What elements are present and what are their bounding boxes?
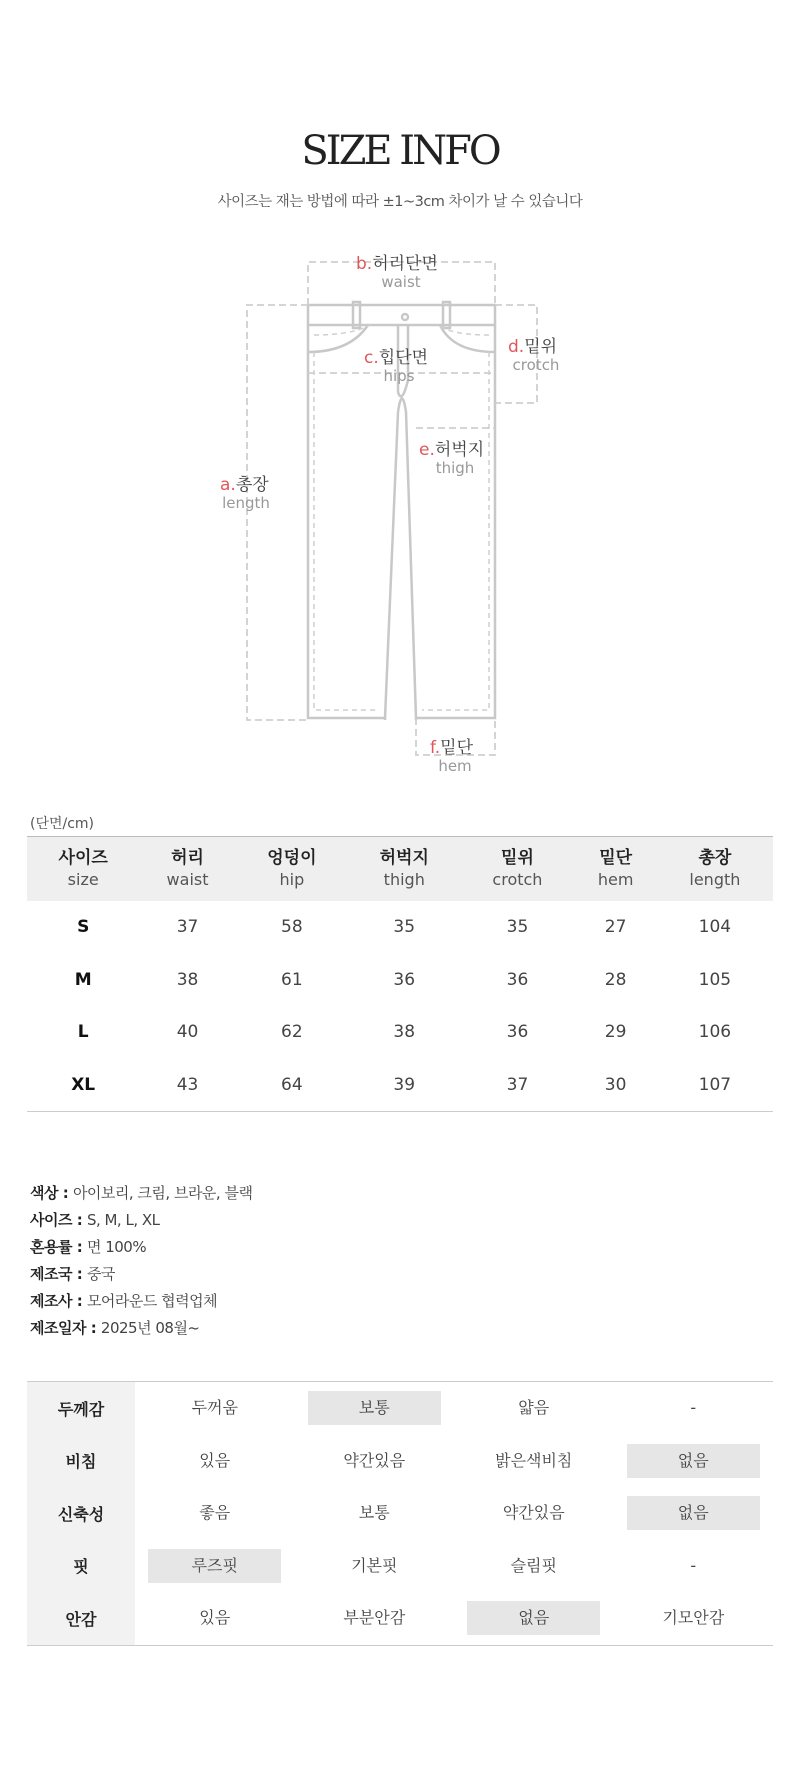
feel-option: 보통: [358, 1503, 390, 1523]
feel-row-label: 두께감: [27, 1382, 135, 1435]
feel-option-cell: [135, 1382, 295, 1435]
feel-option-cell: [295, 1435, 455, 1488]
info-color: 색상 : 아이보리, 크림, 브라운, 블랙: [30, 1184, 253, 1202]
table-cell: 36: [393, 969, 416, 990]
feel-option-cell: [135, 1592, 295, 1645]
table-cell: 36: [506, 1022, 529, 1043]
feel-option: 약간있음: [343, 1450, 406, 1470]
feel-option-cell: [295, 1540, 455, 1593]
feel-option-cell: [295, 1382, 455, 1435]
label-crotch-en: crotch: [512, 356, 560, 374]
feel-option: -: [690, 1398, 697, 1418]
feel-row-label: 핏: [27, 1540, 135, 1593]
feel-row: [27, 1435, 773, 1488]
table-cell: 37: [506, 1074, 529, 1095]
table-cell: 43: [176, 1074, 199, 1095]
table-cell: 35: [506, 917, 529, 938]
feel-row: [27, 1382, 773, 1435]
table-row: [27, 901, 773, 954]
feel-option: 좋음: [199, 1503, 231, 1523]
feel-option: 얇음: [518, 1398, 550, 1418]
pants-diagram: [0, 240, 800, 780]
feel-option-cell: [135, 1435, 295, 1488]
table-row: [27, 1059, 773, 1112]
feel-option-selected: 보통: [308, 1391, 441, 1425]
info-material: 혼용률 : 면 100%: [30, 1238, 147, 1256]
label-crotch: d.밑위: [508, 337, 558, 357]
info-size: 사이즈 : S, M, L, XL: [30, 1211, 160, 1229]
table-cell: 64: [281, 1074, 303, 1095]
feel-option: 슬림핏: [510, 1555, 557, 1575]
header-waist: 허리 waist: [139, 837, 235, 902]
feel-row-label: 비침: [27, 1435, 135, 1488]
feel-option-cell: [454, 1540, 614, 1593]
feel-option-selected: 루즈핏: [148, 1549, 281, 1583]
feel-option: -: [690, 1555, 697, 1575]
feel-row: [27, 1592, 773, 1645]
table-cell: 30: [604, 1074, 627, 1095]
feel-option: 있음: [199, 1450, 231, 1470]
label-hem: f.밑단: [430, 738, 474, 758]
table-cell: 38: [176, 969, 199, 990]
feel-option-cell: [614, 1487, 774, 1540]
feel-option: 약간있음: [502, 1503, 565, 1523]
page-subtitle: 사이즈는 재는 방법에 따라 ±1~3cm 차이가 날 수 있습니다: [217, 194, 583, 210]
feel-row: [27, 1487, 773, 1540]
table-cell: 29: [604, 1022, 627, 1043]
info-manufacturer: 제조사 : 모어라운드 협력업체: [30, 1292, 218, 1310]
fabric-feel-table: [27, 1381, 773, 1646]
table-cell: 107: [698, 1074, 732, 1095]
size-table-header: [27, 837, 773, 902]
feel-option: 부분안감: [343, 1608, 406, 1628]
feel-row-label: 신축성: [27, 1487, 135, 1540]
feel-row: [27, 1540, 773, 1593]
product-info: [30, 1180, 252, 1342]
table-cell: 105: [698, 969, 732, 990]
feel-option-cell: [614, 1540, 774, 1593]
feel-option: 밝은색비침: [495, 1450, 573, 1470]
header-hem: 밑단 hem: [574, 837, 656, 902]
feel-option: 두꺼움: [191, 1398, 238, 1418]
table-cell: S: [77, 917, 90, 938]
header-length: 총장 length: [657, 837, 773, 902]
label-length-en: length: [222, 494, 270, 512]
label-hem-en: hem: [438, 757, 472, 775]
feel-option-cell: [454, 1487, 614, 1540]
feel-option-cell: [614, 1592, 774, 1645]
table-cell: 38: [393, 1022, 416, 1043]
table-cell: 39: [393, 1074, 416, 1095]
size-table: [27, 836, 773, 1112]
feel-option: 있음: [199, 1608, 231, 1628]
table-cell: 61: [281, 969, 303, 990]
header-size: 사이즈 size: [27, 837, 139, 902]
info-country: 제조국 : 중국: [30, 1265, 115, 1283]
label-length: a.총장: [220, 475, 269, 495]
feel-option-cell: [135, 1540, 295, 1593]
size-unit-note: (단면/cm): [30, 816, 95, 832]
feel-option-cell: [454, 1435, 614, 1488]
feel-option-selected: 없음: [627, 1444, 760, 1478]
table-cell: 28: [604, 969, 627, 990]
feel-option-cell: [454, 1592, 614, 1645]
header-hip: 엉덩이 hip: [236, 837, 348, 902]
feel-option-cell: [295, 1592, 455, 1645]
measure-lines: [247, 262, 537, 755]
feel-row-label: 안감: [27, 1592, 135, 1645]
info-date: 제조일자 : 2025년 08월~: [30, 1319, 200, 1337]
table-cell: 37: [176, 917, 199, 938]
table-cell: 40: [176, 1022, 199, 1043]
label-waist-en: waist: [381, 273, 421, 291]
feel-option: 기본핏: [351, 1555, 398, 1575]
label-waist: b.허리단면: [356, 254, 438, 274]
label-thigh: e.허벅지: [419, 440, 485, 460]
table-cell: 104: [698, 917, 732, 938]
feel-option-cell: [614, 1435, 774, 1488]
label-hips-en: hips: [383, 367, 415, 385]
table-cell: M: [74, 969, 92, 990]
table-row: [27, 954, 773, 1007]
feel-option-cell: [295, 1487, 455, 1540]
header-crotch: 밑위 crotch: [460, 837, 574, 902]
page-title: SIZE INFO: [301, 128, 499, 174]
feel-option-cell: [614, 1382, 774, 1435]
label-thigh-en: thigh: [435, 459, 475, 477]
table-cell: 58: [281, 917, 303, 938]
table-cell: 62: [281, 1022, 303, 1043]
feel-option-cell: [454, 1382, 614, 1435]
table-cell: 106: [698, 1022, 732, 1043]
feel-option-selected: 없음: [467, 1601, 600, 1635]
table-cell: XL: [71, 1074, 96, 1095]
table-cell: L: [77, 1022, 89, 1043]
feel-option-selected: 없음: [627, 1496, 760, 1530]
feel-option: 기모안감: [662, 1608, 725, 1628]
table-row: [27, 1006, 773, 1059]
header-thigh: 허벅지 thigh: [348, 837, 460, 902]
table-cell: 36: [506, 969, 529, 990]
table-cell: 35: [393, 917, 416, 938]
feel-option-cell: [135, 1487, 295, 1540]
table-cell: 27: [604, 917, 627, 938]
measure-labels: [220, 253, 559, 775]
label-hips: c.힙단면: [364, 348, 429, 368]
